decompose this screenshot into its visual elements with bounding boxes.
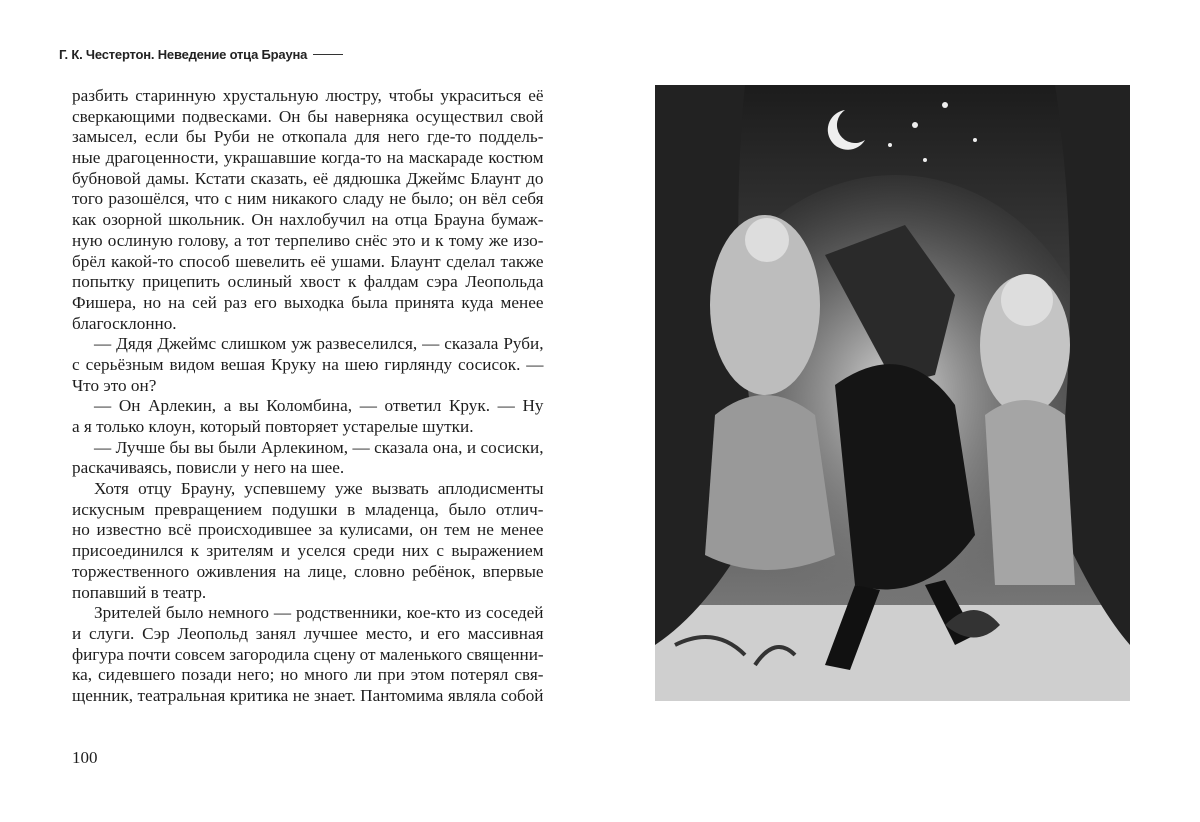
text-line	[72, 127, 544, 148]
text-line	[72, 417, 544, 438]
text-line-content: искусным превращением подушки в младенца, было отлич-	[72, 499, 544, 519]
text-line	[72, 603, 544, 624]
text-line	[72, 107, 544, 128]
text-line	[72, 520, 544, 541]
text-line	[72, 293, 544, 314]
text-line-content: как озорной школьник. Он нахлобучил на отца Брауна бумаж-	[72, 210, 544, 230]
text-line	[72, 314, 544, 335]
text-line	[72, 210, 544, 231]
running-head-text: Г. К. Честертон. Неведение отца Брауна	[59, 47, 308, 62]
text-line	[72, 86, 544, 107]
text-line-content: сверкающими подвесками. Он бы наверняка осуществил свой	[72, 106, 544, 126]
text-line	[72, 686, 544, 707]
text-line-content: бубновой дамы. Кстати сказать, её дядюшка Джеймс Блаунт до	[72, 168, 544, 188]
text-line-content: и слуги. Сэр Леопольд занял лучшее место, и его массивная	[72, 623, 544, 643]
text-line	[72, 396, 544, 417]
text-line-content: благосклонно.	[72, 313, 177, 333]
text-line-content: Фишера, но на сей раз его выходка была принята куда менее	[72, 292, 544, 312]
text-line	[72, 541, 544, 562]
text-line-content: — Он Арлекин, а вы Коломбина, — ответил Крук. — Ну	[94, 396, 544, 416]
running-head-rule	[313, 54, 343, 55]
text-line	[72, 624, 544, 645]
text-line-content: присоединился к зрителям и уселся среди них с выражением	[72, 541, 544, 561]
text-line	[72, 334, 544, 355]
text-line	[72, 355, 544, 376]
text-line	[72, 189, 544, 210]
text-line	[72, 438, 544, 459]
illustration-drawing	[655, 85, 1130, 701]
text-line	[72, 458, 544, 479]
text-line-content: щенник, театральная критика не знает. Пантомима являла собой	[72, 685, 544, 705]
text-line	[72, 169, 544, 190]
text-line	[72, 252, 544, 273]
text-line	[72, 272, 544, 293]
page-number: 100	[72, 748, 98, 767]
text-line	[72, 562, 544, 583]
text-line-content: Хотя отцу Брауну, успевшему уже вызвать аплодисменты	[94, 479, 544, 499]
text-line	[72, 583, 544, 604]
text-line-content: раскачиваясь, повисли у него на шее.	[72, 458, 345, 478]
text-line-content: ные драгоценности, украшавшие когда-то на маскараде костюм	[72, 148, 544, 168]
text-line-content: ную ослиную голову, а тот терпеливо снёс это и к тому же изо-	[72, 230, 544, 250]
body-text	[72, 86, 544, 707]
text-line-content: ка, сидевшего позади него; но много ли при этом потерял свя-	[72, 665, 544, 685]
running-head	[59, 47, 343, 62]
text-line-content: замысел, если бы Руби не откопала для него где-то поддель-	[72, 127, 544, 147]
text-line-content: — Лучше бы вы были Арлекином, — сказала она, и сосиски,	[94, 437, 544, 457]
text-line	[72, 376, 544, 397]
text-line-content: — Дядя Джеймс слишком уж развеселился, — сказала Руби,	[94, 334, 544, 354]
text-line-content: попавший в театр.	[72, 582, 207, 602]
text-line	[72, 645, 544, 666]
text-line-content: того разошёлся, что с ним никакого сладу не было; он вёл себя	[72, 189, 544, 209]
text-line-content: с серьёзным видом вешая Круку на шею гирлянду сосисок. —	[72, 354, 544, 374]
text-line	[72, 500, 544, 521]
text-line-content: но известно всё происходившее за кулисами, он тем не менее	[72, 520, 544, 540]
text-line-content: Что это он?	[72, 375, 157, 395]
text-line	[72, 231, 544, 252]
text-line-content: брёл какой-то способ шевелить её ушами. Блаунт сделал также	[72, 251, 544, 271]
text-line-content: торжественного оживления на лице, словно ребёнок, впервые	[72, 561, 544, 581]
text-line	[72, 665, 544, 686]
text-line-content: разбить старинную хрустальную люстру, чтобы украситься её	[72, 86, 544, 105]
text-line	[72, 479, 544, 500]
text-line-content: а я только клоун, который повторяет устарелые шутки.	[72, 417, 474, 436]
illustration-pantomime	[655, 85, 1130, 701]
text-line	[72, 148, 544, 169]
text-line-content: Зрителей было немного — родственники, кое-кто из соседей	[94, 603, 544, 623]
text-line-content: попытку прицепить ослиный хвост к фалдам сэра Леопольда	[72, 272, 544, 292]
text-line-content: фигура почти совсем загородила сцену от маленького священни-	[72, 644, 544, 664]
